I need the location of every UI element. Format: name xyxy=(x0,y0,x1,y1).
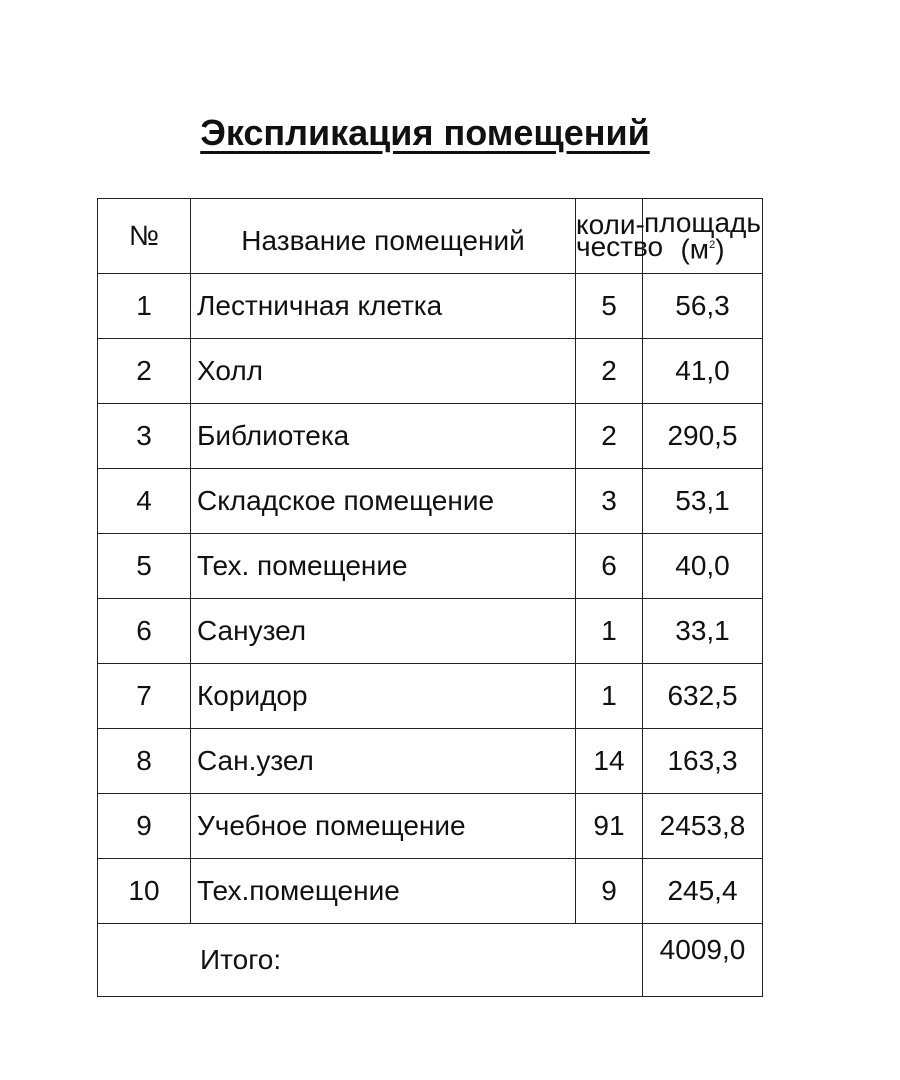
row-area: 41,0 xyxy=(643,339,763,404)
row-number: 8 xyxy=(98,729,191,794)
row-number: 10 xyxy=(98,859,191,924)
header-room-name: Название помещений xyxy=(191,199,576,274)
row-area: 2453,8 xyxy=(643,794,763,859)
header-count-line2: чество xyxy=(576,231,664,262)
row-count: 2 xyxy=(576,339,643,404)
header-area-close: ) xyxy=(715,233,725,265)
row-number: 5 xyxy=(98,534,191,599)
row-room-name: Сан.узел xyxy=(191,729,576,794)
row-room-name: Холл xyxy=(191,339,576,404)
row-room-name: Лестничная клетка xyxy=(191,274,576,339)
table-row xyxy=(98,599,763,664)
table-body xyxy=(98,274,763,924)
row-room-name: Складское помещение xyxy=(191,469,576,534)
table-row xyxy=(98,339,763,404)
total-value: 4009,0 xyxy=(643,924,763,997)
row-room-name: Учебное помещение xyxy=(191,794,576,859)
row-count: 1 xyxy=(576,664,643,729)
table-row xyxy=(98,859,763,924)
row-count: 6 xyxy=(576,534,643,599)
table-header-row xyxy=(98,199,763,274)
row-number: 9 xyxy=(98,794,191,859)
rooms-table xyxy=(97,198,763,997)
row-count: 9 xyxy=(576,859,643,924)
row-room-name: Тех.помещение xyxy=(191,859,576,924)
row-area: 40,0 xyxy=(643,534,763,599)
header-area-sup: 2 xyxy=(709,238,716,251)
row-room-name: Санузел xyxy=(191,599,576,664)
row-area: 632,5 xyxy=(643,664,763,729)
header-count-line1: коли- xyxy=(576,209,645,240)
row-count: 5 xyxy=(576,274,643,339)
row-room-name: Библиотека xyxy=(191,404,576,469)
row-area: 56,3 xyxy=(643,274,763,339)
row-count: 3 xyxy=(576,469,643,534)
table-row xyxy=(98,664,763,729)
row-number: 6 xyxy=(98,599,191,664)
header-area xyxy=(643,199,763,274)
table-row xyxy=(98,729,763,794)
row-number: 3 xyxy=(98,404,191,469)
total-label: Итого: xyxy=(98,924,643,997)
table-row xyxy=(98,469,763,534)
row-area: 290,5 xyxy=(643,404,763,469)
row-room-name: Тех. помещение xyxy=(191,534,576,599)
row-count: 2 xyxy=(576,404,643,469)
row-number: 2 xyxy=(98,339,191,404)
table-row xyxy=(98,274,763,339)
total-row xyxy=(98,924,763,997)
row-area: 163,3 xyxy=(643,729,763,794)
row-number: 7 xyxy=(98,664,191,729)
table-row xyxy=(98,794,763,859)
row-room-name: Коридор xyxy=(191,664,576,729)
row-count: 91 xyxy=(576,794,643,859)
row-area: 245,4 xyxy=(643,859,763,924)
header-area-line1: площадь xyxy=(644,206,761,238)
row-count: 14 xyxy=(576,729,643,794)
header-area-open: (м xyxy=(680,233,710,265)
row-area: 33,1 xyxy=(643,599,763,664)
header-count xyxy=(576,199,664,274)
row-area: 53,1 xyxy=(643,469,763,534)
row-count: 1 xyxy=(576,599,643,664)
row-number: 4 xyxy=(98,469,191,534)
table-row xyxy=(98,534,763,599)
table-row xyxy=(98,404,763,469)
row-number: 1 xyxy=(98,274,191,339)
page-title: Экспликация помещений xyxy=(200,112,650,153)
header-number: № xyxy=(98,199,191,274)
